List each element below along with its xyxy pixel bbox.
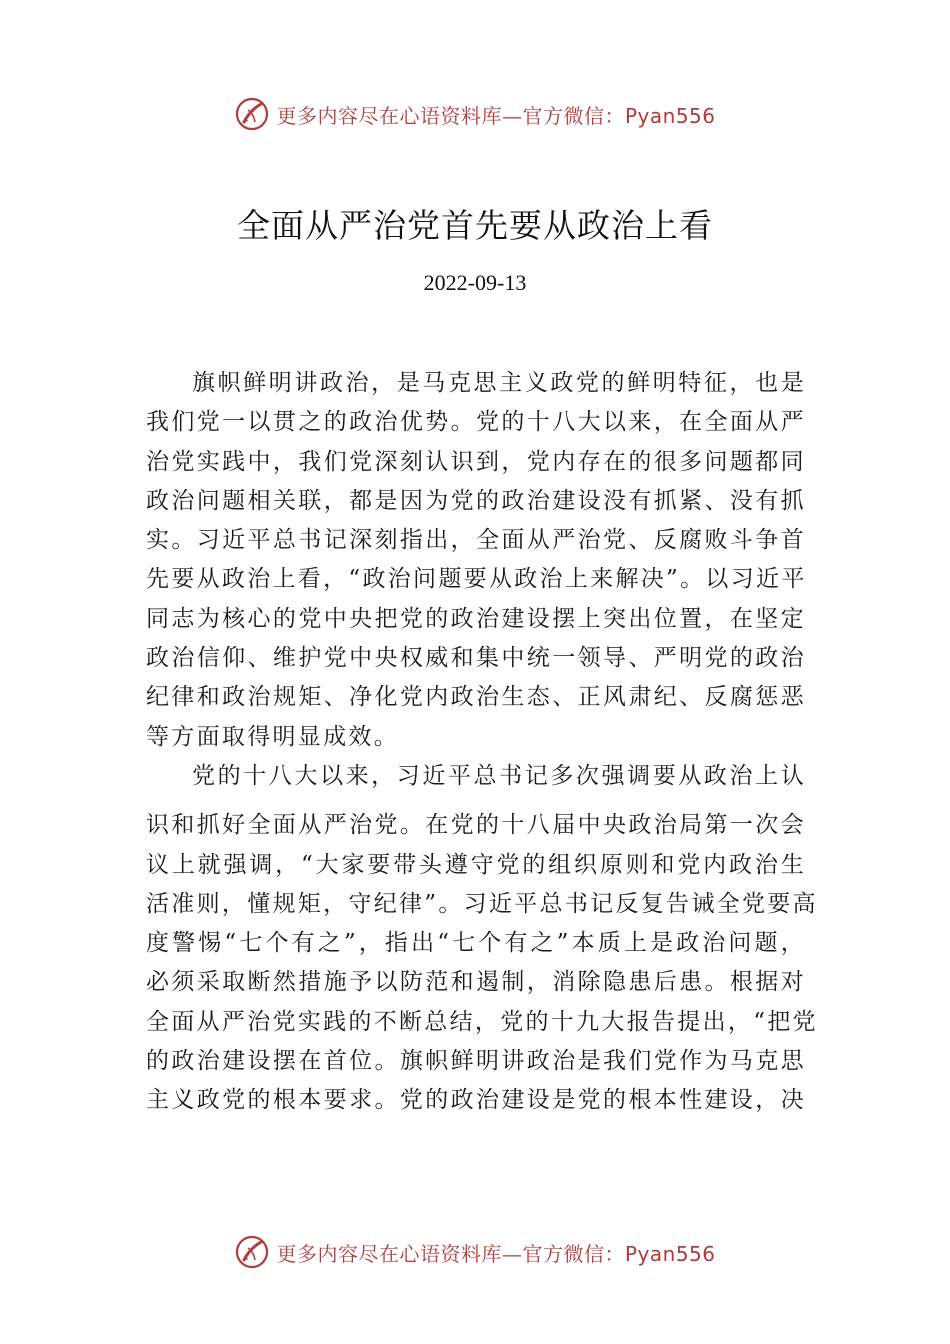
banner-text: 更多内容尽在心语资料库—官方微信： — [276, 103, 625, 128]
footer-banner — [0, 1230, 950, 1274]
paragraph-line: 政治问题相关联，都是因为党的政治建设没有抓紧、没有抓 — [146, 487, 806, 514]
wechat-id: Pyan556 — [624, 103, 716, 128]
paragraph-line: 必须采取断然措施予以防范和遏制，消除隐患后患。根据对 — [146, 969, 806, 996]
paragraph-line: 政治信仰、维护党中央权威和集中统一领导、严明党的政治 — [146, 645, 806, 672]
paragraph-line: 我们党一以贯之的政治优势。党的十八大以来，在全面从严 — [146, 409, 806, 436]
paragraph-line: 纪律和政治规矩、净化党内政治生态、正风肃纪、反腐惩恶 — [146, 684, 806, 711]
paragraph-line: 度警惕“七个有之”，指出“七个有之”本质上是政治问题， — [146, 930, 806, 957]
banner-text: 更多内容尽在心语资料库—官方微信： — [276, 1241, 625, 1266]
paragraph-line: 同志为核心的党中央把党的政治建设摆上突出位置，在坚定 — [146, 605, 806, 632]
paragraph-line: 旗帜鲜明讲政治，是马克思主义政党的鲜明特征，也是 — [192, 370, 806, 396]
paragraph-line: 识和抓好全面从严治党。在党的十八届中央政治局第一次会 — [146, 812, 806, 839]
paragraph-line: 先要从政治上看，“政治问题要从政治上来解决”。以习近平 — [146, 566, 807, 593]
wechat-id: Pyan556 — [624, 1241, 716, 1266]
paragraph-line: 党的十八大以来，习近平总书记多次强调要从政治上认 — [192, 762, 806, 789]
header-banner — [0, 92, 950, 136]
article-title: 全面从严治党首先要从政治上看 — [237, 206, 713, 245]
paragraph-line: 的政治建设摆在首位。旗帜鲜明讲政治是我们党作为马克思 — [146, 1048, 806, 1075]
paragraph-line: 活准则，懂规矩，守纪律”。习近平总书记反复告诫全党要高 — [146, 890, 818, 917]
article-body — [146, 364, 818, 1121]
paragraph-line: 全面从严治党实践的不断总结，党的十九大报告提出，“把党 — [146, 1008, 818, 1035]
pen-logo-icon — [234, 96, 270, 132]
paragraph-line: 实。习近平总书记深刻指出，全面从严治党、反腐败斗争首 — [146, 527, 806, 554]
article-date: 2022-09-13 — [423, 270, 527, 295]
paragraph-line: 议上就强调，“大家要带头遵守党的组织原则和党内政治生 — [146, 851, 806, 878]
paragraph-line: 主义政党的根本要求。党的政治建设是党的根本性建设，决 — [146, 1087, 806, 1114]
paragraph-line: 治党实践中，我们党深刻认识到，党内存在的很多问题都同 — [146, 448, 806, 475]
pen-logo-icon — [234, 1234, 270, 1270]
paragraph-line: 等方面取得明显成效。 — [146, 723, 399, 750]
